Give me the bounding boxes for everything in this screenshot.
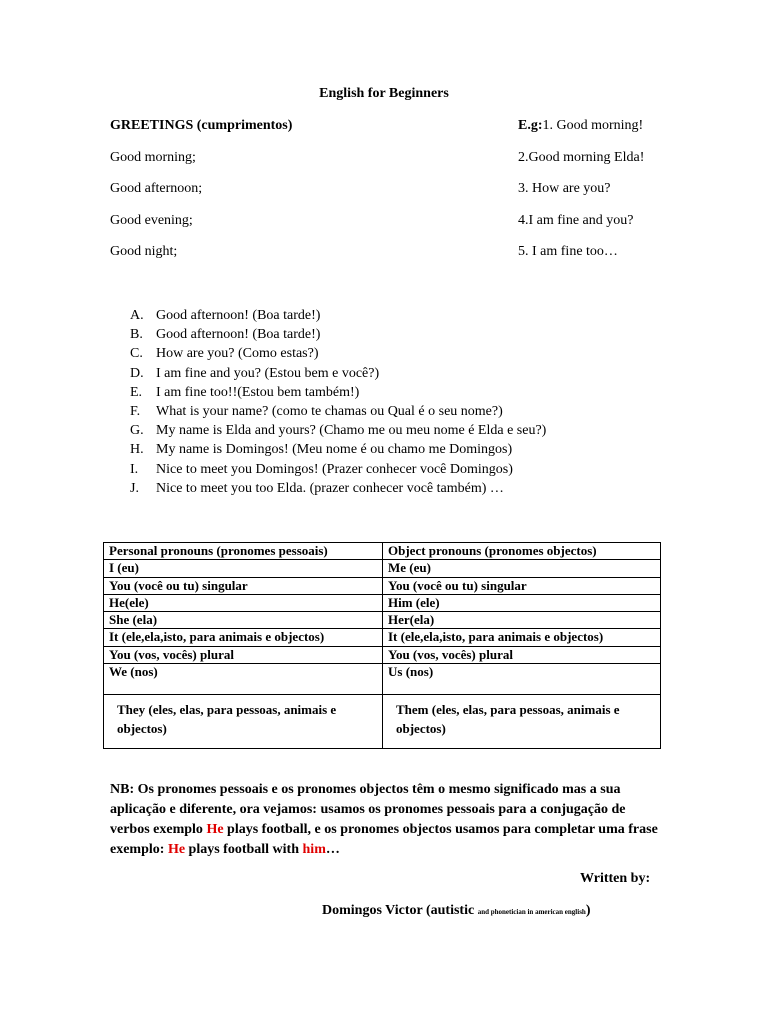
table-cell: Him (ele) — [383, 594, 661, 611]
pronouns-table — [103, 542, 661, 749]
table-cell: Them (eles, elas, para pessoas, animais e objectos) — [383, 695, 661, 749]
table-cell: He(ele) — [104, 594, 383, 611]
table-cell: She (ela) — [104, 612, 383, 629]
table-cell: I (eu) — [104, 560, 383, 577]
table-cell: You (você ou tu) singular — [383, 577, 661, 594]
table-cell: Us (nos) — [383, 664, 661, 695]
table-header: Personal pronouns (pronomes pessoais) — [104, 543, 383, 560]
dialogue-line: C. How are you? (Como estas?) — [130, 346, 319, 362]
example-label: E.g: — [518, 118, 543, 133]
greeting-item: Good evening; — [110, 213, 193, 228]
table-cell: Her(ela) — [383, 612, 661, 629]
dialogue-line: D. I am fine and you? (Estou bem e você?) — [130, 365, 380, 381]
highlight-him: him — [302, 842, 326, 857]
example-item-1: E.g:1. Good morning! — [518, 118, 644, 133]
nb-note: NB: Os pronomes pessoais e os pronomes objectos têm o mesmo significado mas a sua aplicação e diferente, ora vejamos: usamos os pronomes pessoais para a conjugação de verbos exemplo He plays football, e os pronomes objectos usamos para completar uma frase exemplo: He plays football with him… — [110, 782, 658, 857]
table-cell: You (você ou tu) singular — [104, 577, 383, 594]
table-cell: It (ele,ela,isto, para animais e objectos) — [383, 629, 661, 646]
table-header: Object pronouns (pronomes objectos) — [383, 543, 661, 560]
dialogue-line: E. I am fine too!!(Estou bem também!) — [130, 384, 360, 400]
dialogue-line: A. Good afternoon! (Boa tarde!) — [130, 308, 321, 323]
highlight-he: He — [206, 822, 224, 837]
greeting-item: Good afternoon; — [110, 181, 203, 196]
table-row — [104, 612, 661, 629]
table-cell: Me (eu) — [383, 560, 661, 577]
greetings-heading: GREETINGS (cumprimentos) — [110, 118, 293, 133]
table-cell: You (vos, vocês) plural — [383, 646, 661, 663]
example-item: 4.I am fine and you? — [518, 213, 634, 228]
table-row — [104, 560, 661, 577]
dialogue-line: G. My name is Elda and yours? (Chamo me ou meu nome é Elda e seu?) — [130, 423, 547, 439]
example-item: 2.Good morning Elda! — [518, 150, 645, 165]
dialogue-line: I. Nice to meet you Domingos! (Prazer conhecer você Domingos) — [130, 461, 513, 477]
page-title: English for Beginners — [319, 86, 449, 101]
table-row — [104, 664, 661, 695]
greeting-item: Good night; — [110, 244, 178, 259]
greeting-item: Good morning; — [110, 150, 196, 165]
table-cell: It (ele,ela,isto, para animais e objectos) — [104, 629, 383, 646]
author-line: Domingos Victor (autistic and phonetician in american english) — [322, 903, 591, 918]
dialogue-line: H. My name is Domingos! (Meu nome é ou chamo me Domingos) — [130, 442, 513, 458]
table-row — [104, 629, 661, 646]
table-header-row — [104, 543, 661, 560]
table-row — [104, 646, 661, 663]
example-item: 5. I am fine too… — [518, 244, 618, 259]
dialogue-list — [130, 306, 546, 498]
author-subtitle: and phonetician in american english — [477, 908, 586, 916]
table-cell: We (nos) — [104, 664, 383, 695]
table-cell: You (vos, vocês) plural — [104, 646, 383, 663]
table-row — [104, 594, 661, 611]
table-row — [104, 695, 661, 749]
dialogue-line: F. What is your name? (como te chamas ou Qual é o seu nome?) — [130, 404, 503, 420]
dialogue-line: B. Good afternoon! (Boa tarde!) — [130, 327, 321, 343]
table-cell: They (eles, elas, para pessoas, animais e objectos) — [104, 695, 383, 749]
example-item: 3. How are you? — [518, 181, 611, 196]
highlight-he: He — [167, 842, 186, 857]
written-by-label: Written by: — [580, 871, 651, 886]
table-row — [104, 577, 661, 594]
dialogue-line: J. Nice to meet you too Elda. (prazer conhecer você também) … — [130, 480, 504, 496]
